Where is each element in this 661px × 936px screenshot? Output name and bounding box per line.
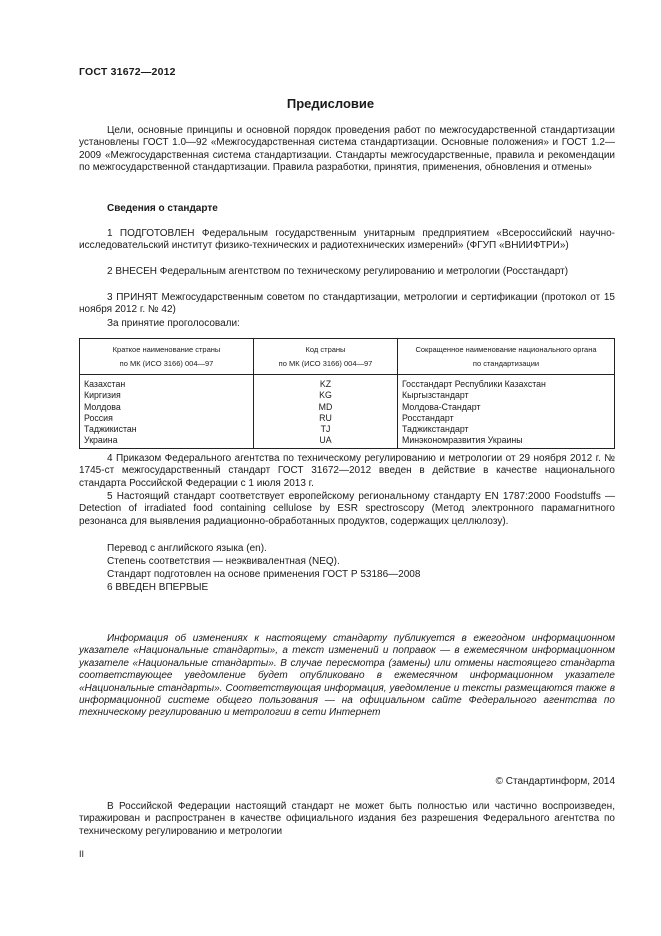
table-header-body: Сокращенное наименование национального органа по стандартизации bbox=[398, 339, 615, 375]
standards-body: Молдова-Стандарт bbox=[398, 402, 615, 413]
table-header-row bbox=[80, 339, 615, 375]
table-header-country: Краткое наименование страны по МК (ИСО 3166) 004—97 bbox=[80, 339, 254, 375]
standard-code-header: ГОСТ 31672—2012 bbox=[79, 66, 176, 78]
country-name: Киргизия bbox=[80, 390, 254, 401]
standards-body: Таджикстандарт bbox=[398, 424, 615, 435]
page-title: Предисловие bbox=[286, 96, 375, 111]
page-number: II bbox=[79, 849, 85, 859]
item-3-adopted: 3 ПРИНЯТ Межгосударственным советом по стандартизации, метрологии и сертификации (протокол от 15 ноября 2012 г. № 42) bbox=[79, 292, 615, 316]
item-5-correspondence: 5 Настоящий стандарт соответствует европейскому региональному стандарту EN 1787:2000 Foodstuffs — Detection of irradiated food containing cellulose by ESR spectroscopy (Метод электронного парамагнитного резонанса для выявления радиационно-обработанных продуктов, содержащих целлюлозу). bbox=[79, 491, 615, 527]
item-1-prepared: 1 ПОДГОТОВЛЕН Федеральным государственным унитарным предприятием «Всероссийский научно-исследовательский институт физико-технических и радиотехнических измерений» (ФГУП «ВНИИФТРИ») bbox=[79, 228, 615, 252]
compliance-degree: Степень соответствия — неэквивалентная (NEQ). bbox=[107, 556, 340, 567]
item-2-submitted: 2 ВНЕСЕН Федеральным агентством по техническому регулированию и метрологии (Росстандарт) bbox=[107, 266, 569, 277]
table-header-code: Код страны по МК (ИСО 3166) 004—97 bbox=[254, 339, 398, 375]
standards-body: Росстандарт bbox=[398, 413, 615, 424]
vote-label: За принятие проголосовали: bbox=[107, 318, 240, 329]
country-name: Таджикистан bbox=[80, 424, 254, 435]
country-code: RU bbox=[254, 413, 398, 424]
table-row bbox=[80, 402, 615, 413]
intro-paragraph: Цели, основные принципы и основной порядок проведения работ по межгосударственной стандартизации установлены ГОСТ 1.0—92 «Межгосударственная система стандартизации. Основные положения» и ГОСТ 1.2—2009 «Межгосударственная система стандартизации. Стандарты межгосударственные, правила и рекомендации по межгосударственной стандартизации. Правила разработки, принятия, применения, обновления и отмены» bbox=[79, 125, 615, 174]
changes-information-notice: Информация об изменениях к настоящему стандарту публикуется в ежегодном информационном указателе «Национальные стандарты», а текст изменений и поправок — в ежемесячном информационном указателе «Национальные стандарты». В случае пересмотра (замены) или отмены настоящего стандарта соответствующее уведомление будет опубликовано в ежемесячном информационном указателе «Национальные стандарты». Соответствующая информация, уведомление и тексты размещаются также в информационной системе общего пользования — на официальном сайте Федерального агентства по техническому регулированию и метрологии в сети Интернет bbox=[79, 633, 615, 719]
standards-body: Госстандарт Республики Казахстан bbox=[398, 375, 615, 391]
item-6-introduced: 6 ВВЕДЕН ВПЕРВЫЕ bbox=[107, 582, 209, 593]
voting-countries-table bbox=[79, 338, 615, 449]
translation-note: Перевод с английского языка (en). bbox=[107, 543, 267, 554]
reproduction-rights-notice: В Российской Федерации настоящий стандарт не может быть полностью или частично воспроизведен, тиражирован и распространен в качестве официального издания без разрешения Федерального агентства по техническому регулированию и метрологии bbox=[79, 801, 615, 837]
table-row bbox=[80, 390, 615, 401]
table-row bbox=[80, 413, 615, 424]
country-name: Россия bbox=[80, 413, 254, 424]
country-name: Украина bbox=[80, 435, 254, 448]
country-code: UA bbox=[254, 435, 398, 448]
basis-note: Стандарт подготовлен на основе применения ГОСТ Р 53186—2008 bbox=[107, 569, 421, 580]
table-row bbox=[80, 375, 615, 391]
table-row bbox=[80, 435, 615, 448]
country-code: MD bbox=[254, 402, 398, 413]
section-subtitle: Сведения о стандарте bbox=[107, 203, 218, 214]
standards-body: Кыргызстандарт bbox=[398, 390, 615, 401]
copyright: © Стандартинформ, 2014 bbox=[495, 776, 615, 787]
table-row bbox=[80, 424, 615, 435]
country-name: Молдова bbox=[80, 402, 254, 413]
item-4-order: 4 Приказом Федерального агентства по техническому регулированию и метрологии от 29 ноября 2012 г. № 1745-ст межгосударственный стандарт ГОСТ 31672—2012 введен в действие в качестве национального стандарта Российской Федерации с 1 июля 2013 г. bbox=[79, 453, 615, 489]
standards-body: Минэкономразвития Украины bbox=[398, 435, 615, 448]
country-name: Казахстан bbox=[80, 375, 254, 391]
country-code: KZ bbox=[254, 375, 398, 391]
country-code: KG bbox=[254, 390, 398, 401]
country-code: TJ bbox=[254, 424, 398, 435]
